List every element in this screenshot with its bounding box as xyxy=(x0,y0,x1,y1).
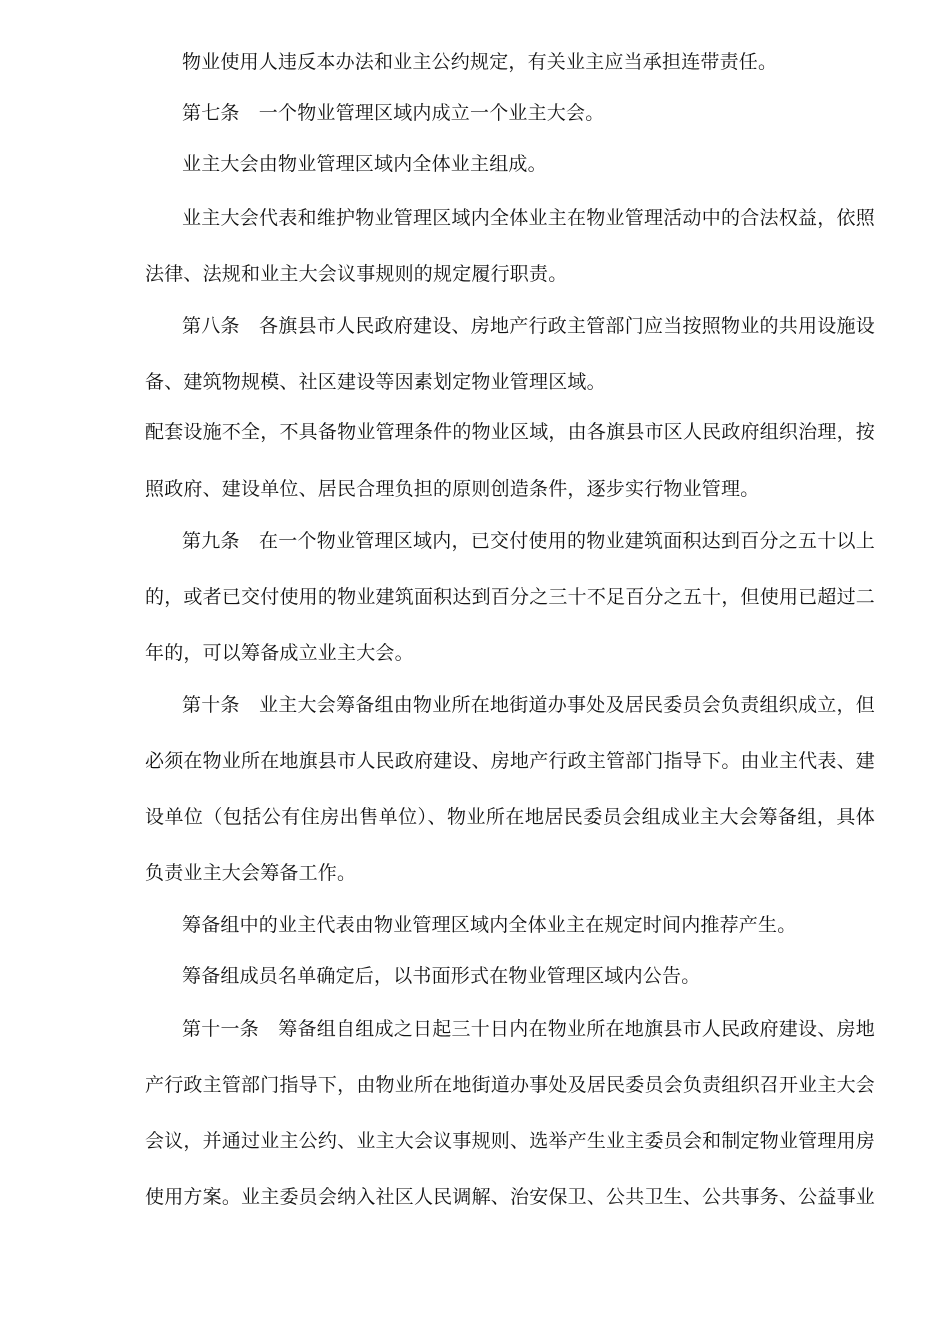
paragraph-line: 照政府、建设单位、居民合理负担的原则创造条件，逐步实行物业管理。 xyxy=(145,478,760,500)
article-7-heading-line: 第七条 一个物业管理区域内成立一个业主大会。 xyxy=(182,102,605,124)
paragraph-line: 筹备组成员名单确定后，以书面形式在物业管理区域内公告。 xyxy=(182,965,701,987)
paragraph-line: 年的，可以筹备成立业主大会。 xyxy=(145,642,414,664)
article-9-heading-line: 第九条 在一个物业管理区域内，已交付使用的物业建筑面积达到百分之五十以上 xyxy=(182,530,875,552)
paragraph-line: 筹备组中的业主代表由物业管理区域内全体业主在规定时间内推荐产生。 xyxy=(182,914,797,936)
paragraph-line: 业主大会代表和维护物业管理区域内全体业主在物业管理活动中的合法权益，依照 xyxy=(182,207,875,229)
paragraph-line: 的，或者已交付使用的物业建筑面积达到百分之三十不足百分之五十，但使用已超过二 xyxy=(145,586,875,608)
article-11-heading-line: 第十一条 筹备组自组成之日起三十日内在物业所在地旗县市人民政府建设、房地 xyxy=(182,1018,875,1040)
paragraph-line: 负责业主大会筹备工作。 xyxy=(145,862,357,884)
paragraph-line: 设单位（包括公有住房出售单位）、物业所在地居民委员会组成业主大会筹备组，具体 xyxy=(145,806,875,828)
paragraph-line: 物业使用人违反本办法和业主公约规定，有关业主应当承担连带责任。 xyxy=(182,51,778,73)
paragraph-line: 配套设施不全，不具备物业管理条件的物业区域，由各旗县市区人民政府组织治理，按 xyxy=(145,421,875,443)
article-8-heading-line: 第八条 各旗县市人民政府建设、房地产行政主管部门应当按照物业的共用设施设 xyxy=(182,315,875,337)
paragraph-line: 会议，并通过业主公约、业主大会议事规则、选举产生业主委员会和制定物业管理用房 xyxy=(145,1130,875,1152)
article-10-heading-line: 第十条 业主大会筹备组由物业所在地街道办事处及居民委员会负责组织成立，但 xyxy=(182,694,875,716)
paragraph-line: 必须在物业所在地旗县市人民政府建设、房地产行政主管部门指导下。由业主代表、建 xyxy=(145,750,875,772)
paragraph-line: 备、建筑物规模、社区建设等因素划定物业管理区域。 xyxy=(145,371,606,393)
paragraph-line: 使用方案。业主委员会纳入社区人民调解、治安保卫、公共卫生、公共事务、公益事业 xyxy=(145,1186,875,1208)
paragraph-line: 产行政主管部门指导下，由物业所在地街道办事处及居民委员会负责组织召开业主大会 xyxy=(145,1074,875,1096)
paragraph-line: 业主大会由物业管理区域内全体业主组成。 xyxy=(182,153,547,175)
paragraph-line: 法律、法规和业主大会议事规则的规定履行职责。 xyxy=(145,263,568,285)
